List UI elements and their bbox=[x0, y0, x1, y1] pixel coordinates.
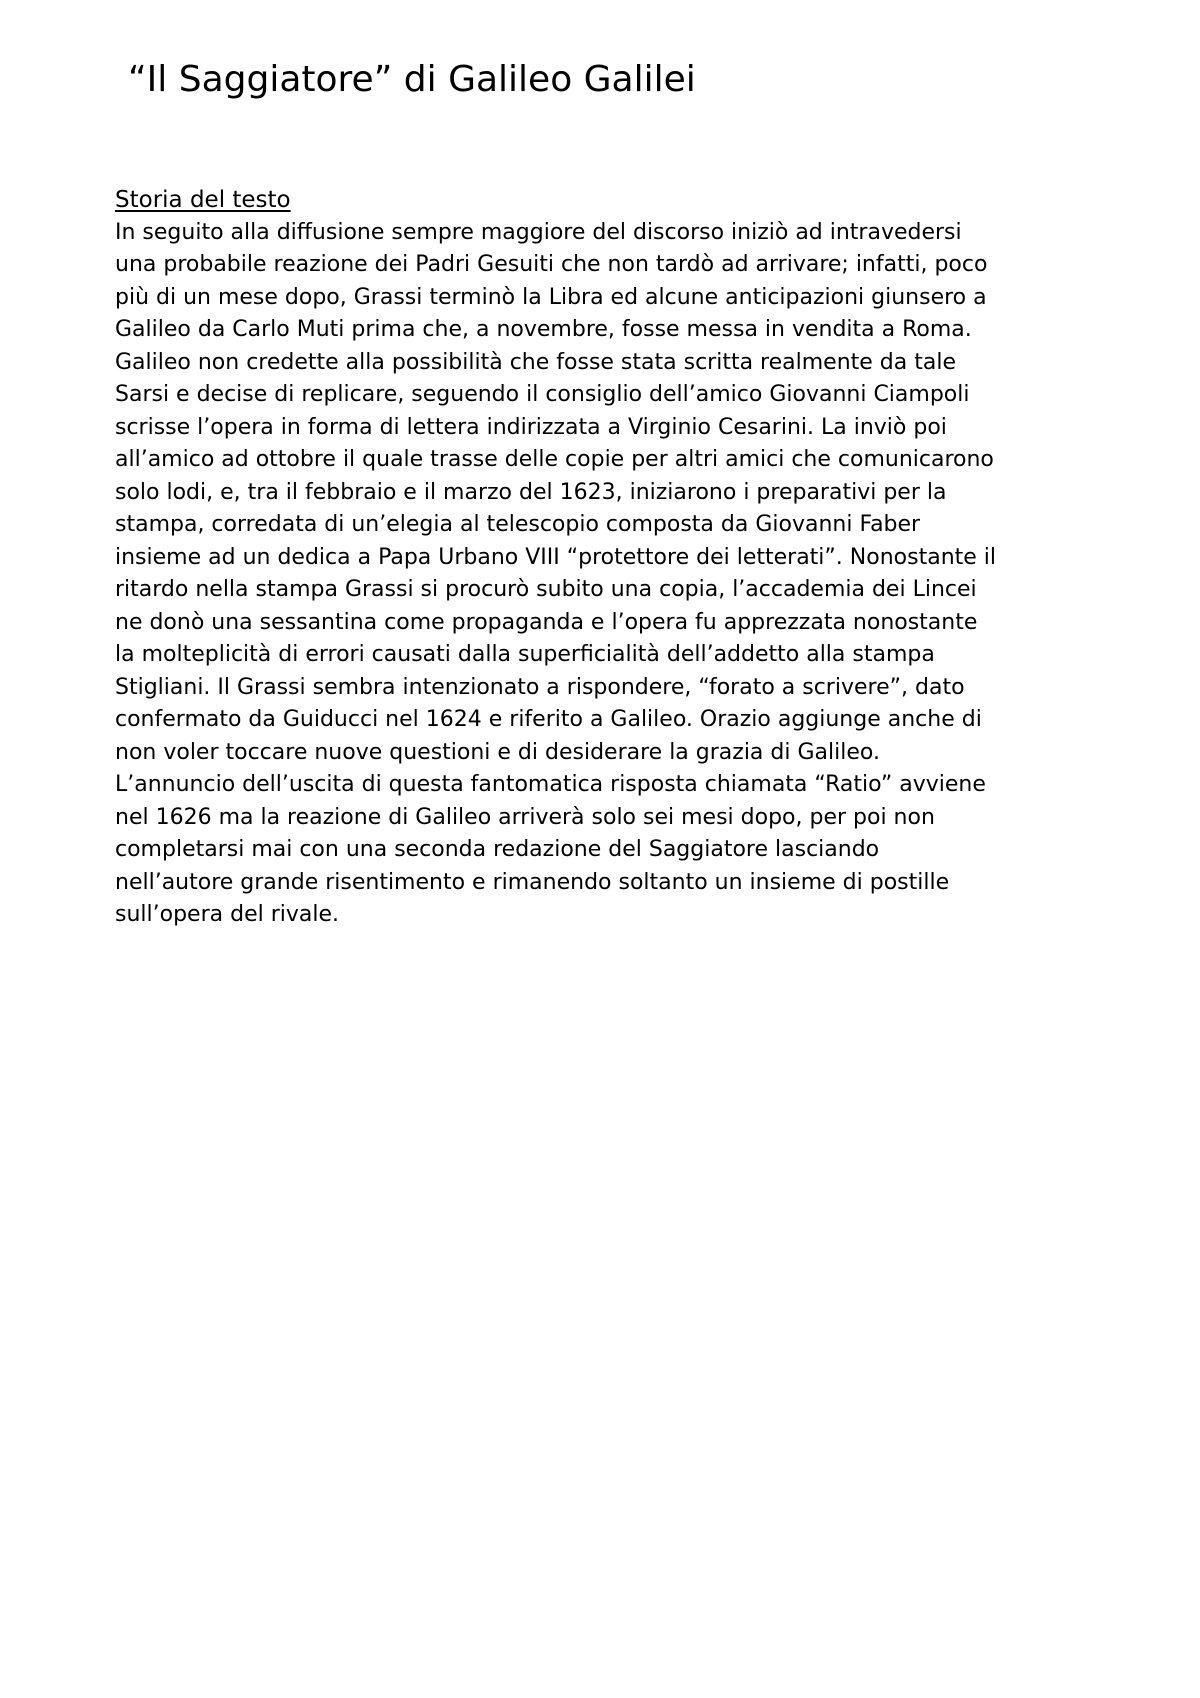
body-paragraph bbox=[115, 217, 1095, 932]
paragraph-line: sull’opera del rivale. bbox=[115, 902, 340, 927]
paragraph-line: Galileo da Carlo Muti prima che, a novembre, fosse messa in vendita a Roma. bbox=[115, 317, 972, 342]
paragraph-line: Galileo non credette alla possibilità che fosse stata scritta realmente da tale bbox=[115, 349, 956, 375]
paragraph-line: più di un mese dopo, Grassi terminò la Libra ed alcune anticipazioni giunsero a bbox=[115, 284, 987, 310]
section-storia-del-testo bbox=[115, 184, 1095, 932]
paragraph-line: la molteplicità di errori causati dalla superficialità dell’addetto alla stampa bbox=[115, 642, 935, 667]
paragraph-line: insieme ad un dedica a Papa Urbano VIII “protettore dei letterati”. Nonostante il bbox=[115, 544, 997, 570]
paragraph-line: scrisse l’opera in forma di lettera indirizzata a Virginio Cesarini. La inviò poi bbox=[115, 414, 947, 440]
paragraph-line: Sarsi e decise di replicare, seguendo il consiglio dell’amico Giovanni Ciampoli bbox=[115, 382, 970, 407]
paragraph-line: solo lodi, e, tra il febbraio e il marzo del 1623, iniziarono i preparativi per la bbox=[115, 479, 947, 505]
paragraph-line: all’amico ad ottobre il quale trasse delle copie per altri amici che comunicarono bbox=[115, 447, 994, 472]
paragraph-line: In seguito alla diffusione sempre maggiore del discorso iniziò ad intravedersi bbox=[115, 219, 962, 245]
paragraph-line: ritardo nella stampa Grassi si procurò subito una copia, l’accademia dei Lincei bbox=[115, 577, 977, 602]
paragraph-line: una probabile reazione dei Padri Gesuiti che non tardò ad arrivare; infatti, poco bbox=[115, 252, 988, 277]
paragraph-line: completarsi mai con una seconda redazione del Saggiatore lasciando bbox=[115, 837, 880, 862]
paragraph-line: confermato da Guiducci nel 1624 e riferito a Galileo. Orazio aggiunge anche di bbox=[115, 707, 982, 732]
document-title: “Il Saggiatore” di Galileo Galilei bbox=[128, 59, 696, 100]
paragraph-line: nell’autore grande risentimento e rimanendo soltanto un insieme di postille bbox=[115, 869, 950, 895]
paragraph-line: non voler toccare nuove questioni e di desiderare la grazia di Galileo. bbox=[115, 739, 880, 765]
paragraph-line: ne donò una sessantina come propaganda e l’opera fu apprezzata nonostante bbox=[115, 609, 978, 635]
paragraph-line: nel 1626 ma la reazione di Galileo arriverà solo sei mesi dopo, per poi non bbox=[115, 804, 935, 830]
paragraph-line: L’annuncio dell’uscita di questa fantomatica risposta chiamata “Ratio” avviene bbox=[115, 772, 986, 797]
paragraph-line: stampa, corredata di un’elegia al telescopio composta da Giovanni Faber bbox=[115, 512, 921, 537]
section-heading: Storia del testo bbox=[115, 187, 291, 213]
paragraph-line: Stigliani. Il Grassi sembra intenzionato a rispondere, “forato a scrivere”, dato bbox=[115, 674, 965, 700]
